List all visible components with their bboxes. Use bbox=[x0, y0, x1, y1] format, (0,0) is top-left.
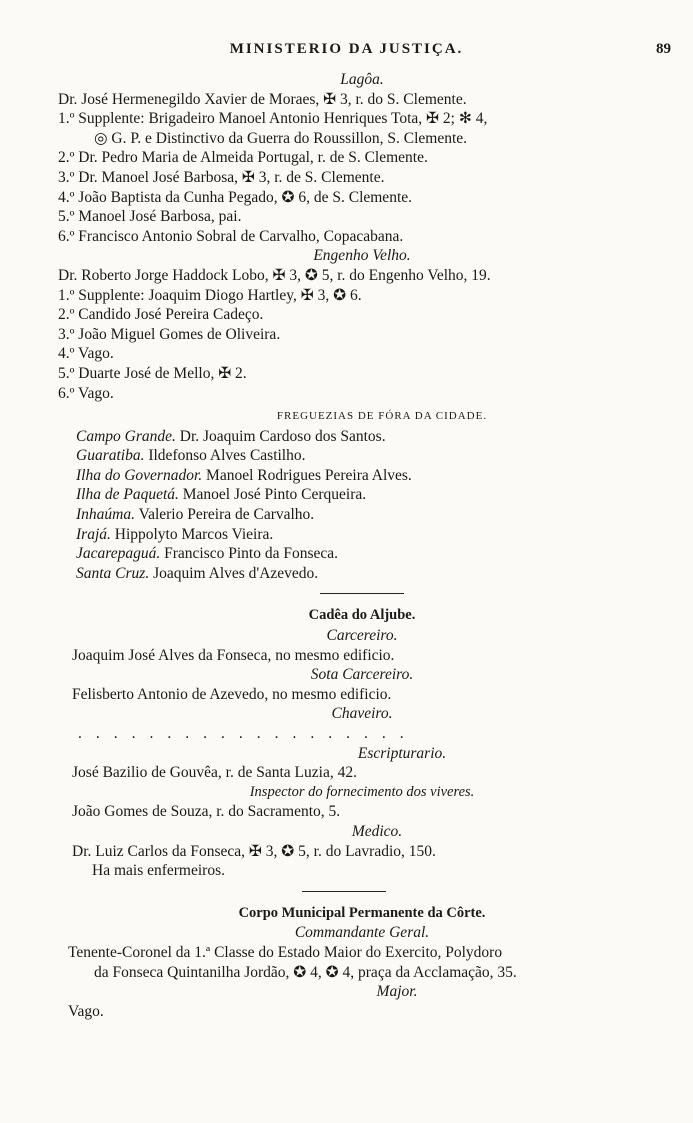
page-number: 89 bbox=[656, 41, 671, 57]
page-body bbox=[58, 70, 652, 1021]
parish-name: Jacarepaguá. bbox=[76, 545, 161, 563]
list-item bbox=[76, 544, 652, 564]
list-item: 5.º Manoel José Barbosa, pai. bbox=[58, 208, 242, 226]
parish-name: Campo Grande. bbox=[76, 427, 176, 445]
list-item: 2.º Candido José Pereira Cadeço. bbox=[58, 306, 264, 324]
list-item bbox=[76, 505, 652, 525]
parish-officer: Manoel José Pinto Cerqueira. bbox=[182, 486, 367, 504]
section-heading-lagoa: Lagôa. bbox=[340, 71, 384, 88]
entry-medico: Dr. Luiz Carlos da Fonseca, ✠ 3, ✪ 5, r. do Lavradio, 150. bbox=[72, 842, 436, 860]
parish-officer: Valerio Pereira de Carvalho. bbox=[138, 506, 315, 524]
entry-commandante: Tenente-Coronel da 1.ª Classe do Estado Maior do Exercito, Polydoro bbox=[68, 943, 503, 961]
section-heading-freguezias: FREGUEZIAS DE FÓRA DA CIDADE. bbox=[276, 410, 488, 423]
list-item bbox=[76, 525, 652, 545]
list-item bbox=[76, 485, 652, 505]
parish-name: Santa Cruz. bbox=[76, 564, 150, 582]
entry-commandante-continued: da Fonseca Quintanilha Jordão, ✪ 4, ✪ 4, praça da Acclamação, 35. bbox=[94, 963, 517, 981]
section-heading-aljube: Cadêa do Aljube. bbox=[308, 607, 416, 624]
list-item: 6.º Francisco Antonio Sobral de Carvalho, Copacabana. bbox=[58, 227, 404, 245]
role-title-inspector: Inspector do fornecimento dos viveres. bbox=[249, 783, 475, 800]
parish-name: Guaratiba. bbox=[76, 447, 145, 465]
parish-officer: Manoel Rodrigues Pereira Alves. bbox=[206, 466, 412, 484]
entry-sota-carcereiro: Felisberto Antonio de Azevedo, no mesmo edificio. bbox=[72, 685, 392, 703]
running-title: MINISTERIO DA JUSTIÇA. bbox=[229, 41, 464, 57]
parish-name: Inhaúma. bbox=[76, 506, 135, 524]
divider bbox=[302, 891, 386, 892]
parish-officer: Francisco Pinto da Fonseca. bbox=[164, 545, 339, 563]
role-title-sota-carcereiro: Sota Carcereiro. bbox=[310, 666, 414, 684]
section-heading-engenho-velho: Engenho Velho. bbox=[313, 247, 411, 265]
parish-officer: Joaquim Alves d'Azevedo. bbox=[153, 564, 319, 582]
list-item: 1.º Supplente: Joaquim Diogo Hartley, ✠ 3, ✪ 6. bbox=[58, 286, 362, 304]
list-item: 3.º João Miguel Gomes de Oliveira. bbox=[58, 325, 281, 343]
parish-name: Irajá. bbox=[76, 525, 111, 543]
role-title-medico: Medico. bbox=[351, 822, 403, 840]
entry-major: Vago. bbox=[68, 1002, 104, 1020]
page-header bbox=[0, 40, 693, 62]
vacant-dots: ................... bbox=[78, 725, 418, 742]
parish-officer: Ildefonso Alves Castilho. bbox=[148, 447, 306, 465]
entry-inspector: João Gomes de Souza, r. do Sacramento, 5. bbox=[72, 803, 341, 821]
list-item: 4.º João Baptista da Cunha Pegado, ✪ 6, de S. Clemente. bbox=[58, 188, 413, 206]
list-item bbox=[76, 564, 652, 584]
list-item: 6.º Vago. bbox=[58, 384, 114, 402]
entry-medico-note: Ha mais enfermeiros. bbox=[92, 862, 225, 880]
list-item: 2.º Dr. Pedro Maria de Almeida Portugal, r. de S. Clemente. bbox=[58, 149, 428, 167]
list-item: 3.º Dr. Manoel José Barbosa, ✠ 3, r. de S. Clemente. bbox=[58, 168, 385, 186]
list-item: Dr. Roberto Jorge Haddock Lobo, ✠ 3, ✪ 5, r. do Engenho Velho, 19. bbox=[58, 266, 491, 284]
list-item: Dr. José Hermenegildo Xavier de Moraes, ✠ 3, r. do S. Clemente. bbox=[58, 90, 467, 108]
list-item bbox=[76, 446, 652, 466]
divider bbox=[320, 593, 404, 594]
role-title-chaveiro: Chaveiro. bbox=[331, 705, 393, 723]
list-item bbox=[76, 427, 652, 447]
list-item-continued: ◎ G. P. e Distinctivo da Guerra do Roussillon, S. Clemente. bbox=[94, 129, 468, 147]
role-title-escripturario: Escripturario. bbox=[357, 744, 447, 762]
parish-officer: Dr. Joaquim Cardoso dos Santos. bbox=[179, 427, 386, 445]
freguezias-list bbox=[76, 427, 652, 584]
parish-name: Ilha de Paquetá. bbox=[76, 486, 179, 504]
role-title-commandante: Commandante Geral. bbox=[294, 924, 430, 942]
role-title-carcereiro: Carcereiro. bbox=[326, 627, 398, 645]
section-heading-corpo-municipal: Corpo Municipal Permanente da Côrte. bbox=[238, 904, 486, 921]
parish-officer: Hippolyto Marcos Vieira. bbox=[114, 525, 274, 543]
list-item bbox=[76, 466, 652, 486]
list-item: 5.º Duarte José de Mello, ✠ 2. bbox=[58, 364, 247, 382]
entry-carcereiro: Joaquim José Alves da Fonseca, no mesmo edificio. bbox=[72, 646, 395, 664]
parish-name: Ilha do Governador. bbox=[76, 466, 203, 484]
list-item: 4.º Vago. bbox=[58, 345, 114, 363]
role-title-major: Major. bbox=[376, 983, 418, 1001]
list-item: 1.º Supplente: Brigadeiro Manoel Antonio Henriques Tota, ✠ 2; ✻ 4, bbox=[58, 110, 488, 128]
entry-escripturario: José Bazilio de Gouvêa, r. de Santa Luzia, 42. bbox=[72, 764, 357, 782]
